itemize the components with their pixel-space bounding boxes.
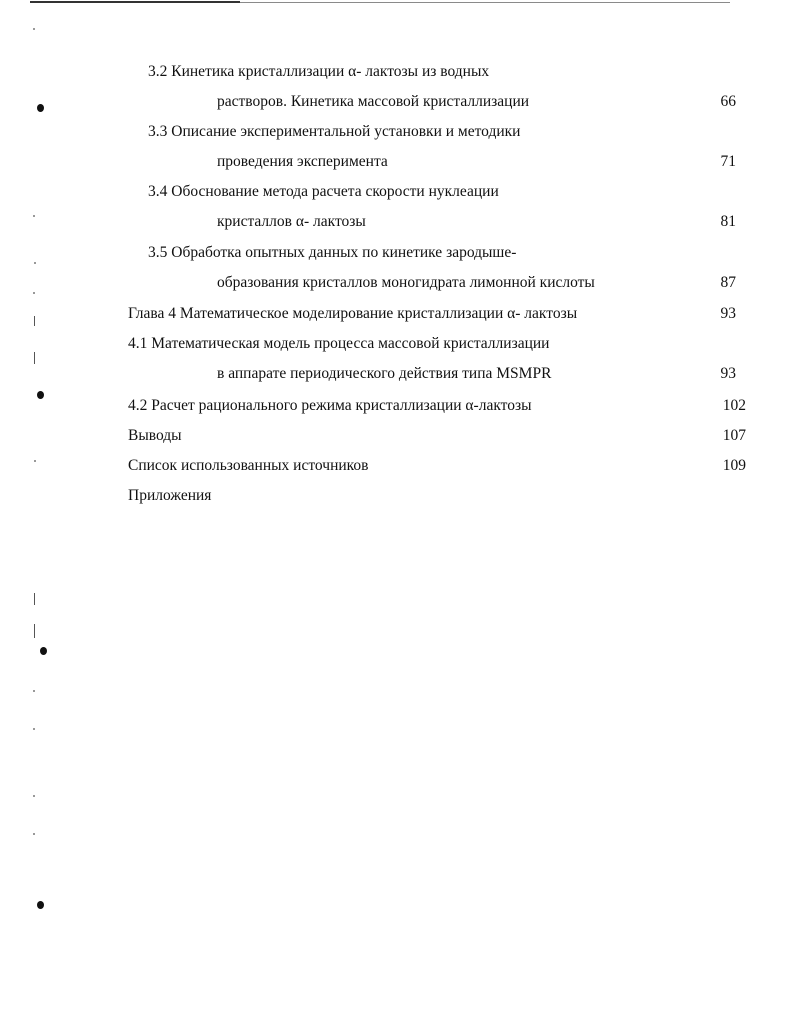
margin-tick [34,352,35,364]
toc-entry-title-continued: кристаллов α- лактозы [217,213,366,230]
toc-page-number: 66 [720,93,736,110]
punch-mark [37,391,44,399]
toc-page-number: 87 [720,274,736,291]
margin-tick [34,624,35,638]
punch-mark [40,647,47,655]
toc-entry-title: 4.1 Математическая модель процесса массовой кристаллизации [128,335,550,352]
margin-tick [34,593,35,605]
toc-entry-title: Глава 4 Математическое моделирование кристаллизации α- лактозы [128,305,578,322]
toc-page-number: 93 [720,365,736,382]
toc-page-number: 93 [720,305,736,322]
margin-tick [34,316,35,326]
punch-mark [37,901,44,909]
scan-speck [33,28,35,30]
scan-speck [33,690,35,692]
toc-page-number: 102 [722,397,746,414]
toc-page-number: 107 [722,427,746,444]
scan-speck [33,833,35,835]
toc-entry-title: Выводы [128,427,182,444]
scan-speck [34,460,36,462]
toc-entry-title: 3.2 Кинетика кристаллизации α- лактозы из водных [148,63,490,80]
toc-entry-title-continued: проведения эксперимента [217,153,388,170]
punch-mark [37,104,44,112]
toc-entry-title: 3.3 Описание экспериментальной установки и методики [148,123,521,140]
toc-entry-title: 4.2 Расчет рационального режима кристаллизации α-лактозы [128,397,532,414]
toc-entry-title: 3.5 Обработка опытных данных по кинетике зародыше- [148,244,517,261]
scan-speck [34,262,36,264]
toc-page-number: 81 [720,213,736,230]
toc-entry-title: Список использованных источников [128,457,369,474]
toc-page-number: 109 [722,457,746,474]
toc-entry-title-continued: образования кристаллов моногидрата лимонной кислоты [217,274,595,291]
scan-speck [33,215,35,217]
toc-page-number: 71 [720,153,736,170]
toc-entry-title-continued: в аппарате периодического действия типа MSMPR [217,365,552,382]
toc-entry-title: 3.4 Обоснование метода расчета скорости нуклеации [148,183,499,200]
scan-speck [33,795,35,797]
top-rule-dark [30,1,240,3]
scan-speck [33,728,35,730]
scan-speck [33,292,35,294]
toc-entry-title-continued: растворов. Кинетика массовой кристаллизации [217,93,530,110]
toc-entry-title: Приложения [128,487,212,504]
